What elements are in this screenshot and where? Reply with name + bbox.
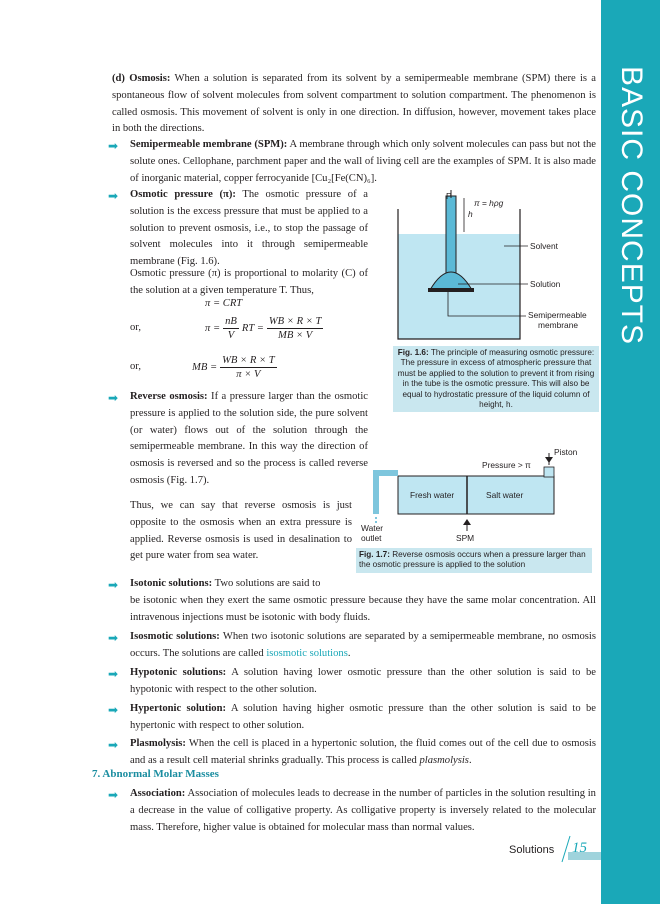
hypotonic-label: Hypotonic solutions: xyxy=(130,667,227,678)
bullet-arrow-icon: ➡ xyxy=(108,667,119,681)
piston-label: Piston xyxy=(554,447,578,457)
isosmotic-paragraph xyxy=(130,629,596,663)
osmotic-pressure-diagram xyxy=(386,184,598,344)
spm-label-1: Semipermeable xyxy=(528,310,587,320)
fresh-water-label: Fresh water xyxy=(410,490,455,500)
solvent-label: Solvent xyxy=(530,241,558,251)
plasmolysis-label: Plasmolysis: xyxy=(130,738,186,749)
isotonic-paragraph: be isotonic when they exert the same osmotic pressure because they have the same molar concentration. All intravenous injections must be isotonic with body fluids. xyxy=(130,595,596,623)
equation-mb xyxy=(192,353,277,381)
osmotic-pressure-paragraph-2: Osmotic pressure (π) is proportional to molarity (C) of the solution at a given temperature T. Thus, xyxy=(130,268,368,296)
bullet-arrow-icon: ➡ xyxy=(108,578,119,592)
pressure-label: Pressure > π xyxy=(482,460,531,470)
mb-equals: MB = xyxy=(192,361,218,373)
hypertonic-label: Hypertonic solution: xyxy=(130,703,227,714)
piston-chamber xyxy=(544,467,554,477)
hypotonic-text: A solution having lower osmotic pressure than the other solution is said to be hypotonic with respect to the other solution. xyxy=(130,667,596,695)
spm-paragraph xyxy=(130,137,596,187)
fraction-wb-pi xyxy=(220,354,277,381)
reverse-osmosis-diagram xyxy=(356,443,596,547)
fraction-denominator: π × V xyxy=(236,368,261,380)
bullet-arrow-icon: ➡ xyxy=(108,189,119,203)
spm-label-2: membrane xyxy=(538,320,579,330)
salt-water-label: Salt water xyxy=(486,490,524,500)
fraction-numerator: nB xyxy=(225,315,237,327)
p-label: P xyxy=(446,191,452,201)
association-paragraph xyxy=(130,786,596,836)
isotonic-paragraph-start xyxy=(130,576,352,593)
footer-slash xyxy=(560,834,572,864)
footer-chapter: Solutions xyxy=(509,844,555,856)
plasmolysis-text: When the cell is placed in a hypertonic solution, the fluid comes out of the cell due to osmosis and as a result cell material shrinks gradually. This process is called xyxy=(130,738,596,766)
osmosis-text: When a solution is separated from its solvent by a semipermeable membrane (SPM) there is a spontaneous flow of solvent molecules from solvent compartment to solution compartment. The phenomenon is called osmosis. This movement of solvent is only in one direction. In diffusion, however, movement takes place in both the directions. xyxy=(112,73,596,135)
water-outlet-label-2: outlet xyxy=(361,533,382,543)
fig17-caption-label: Fig. 1.7: xyxy=(359,550,390,559)
or-label: or, xyxy=(130,361,142,372)
fraction-denominator: MB × V xyxy=(278,329,313,341)
osmosis-label: (d) Osmosis: xyxy=(112,73,171,84)
osmotic-pressure-paragraph xyxy=(130,187,368,271)
fig16-caption-label: Fig. 1.6: xyxy=(397,348,429,357)
spm-label: SPM xyxy=(456,533,475,543)
pi-formula-label: π = hρg xyxy=(474,198,504,208)
hypertonic-text: A solution having higher osmotic pressure than the other solution is said to be hypertonic with respect to other solution. xyxy=(130,703,596,731)
side-banner-title: BASIC CONCEPTS xyxy=(615,66,648,346)
reverse-osmosis-paragraph-2: Thus, we can say that reverse osmosis is just opposite to the osmosis when an extra pressure is applied. Reverse osmosis is used in desalination to get pure water from sea water. xyxy=(130,500,352,562)
spm-label: Semipermeable membrane (SPM): xyxy=(130,139,288,150)
fraction-numerator: WB × R × T xyxy=(222,354,275,366)
fig17-caption-text: Reverse osmosis occurs when a pressure larger than the osmotic pressure is applied to the solution xyxy=(359,550,586,570)
fig16-caption xyxy=(393,346,599,412)
fig16-caption-text: The principle of measuring osmotic pressure: The pressure in excess of atmospheric pressure that must be applied to the solution to prevent it from rising in the tube is the osmotic pressure. This will also be equal to hydrostatic pressure of the liquid column of height, h. xyxy=(397,348,595,410)
equation-pi-nb xyxy=(205,314,323,342)
plasmolysis-paragraph xyxy=(130,736,596,770)
spm-arrow-head xyxy=(463,519,471,525)
reverse-osmosis-text: If a pressure larger than the osmotic pressure is applied to the solution side, the pure solvent (or water) flows out of the solution through the semipermeable membrane. In this way the direction of osmosis is reversed and so the process is called reverse osmosis (Fig. 1.7). xyxy=(130,391,368,486)
h-label: h xyxy=(468,209,473,219)
isotonic-label: Isotonic solutions: xyxy=(130,578,213,589)
fig17-caption xyxy=(356,548,592,573)
bullet-arrow-icon: ➡ xyxy=(108,703,119,717)
page-number: 15 xyxy=(572,840,587,856)
fraction-numerator: WB × R × T xyxy=(268,315,322,327)
isosmotic-highlight: isosmotic solutions xyxy=(266,647,348,659)
plasmolysis-italic: plasmolysis xyxy=(419,754,469,766)
isosmotic-label: Isosmotic solutions: xyxy=(130,631,220,642)
association-label: Association: xyxy=(130,788,186,799)
fraction-wb-mb xyxy=(267,315,324,342)
osmotic-pressure-label: Osmotic pressure (π): xyxy=(130,189,236,200)
solution-label: Solution xyxy=(530,279,561,289)
outlet-pipe xyxy=(376,473,398,514)
reverse-osmosis-label: Reverse osmosis: xyxy=(130,391,208,402)
spm-text: A membrane through which only solvent molecules can pass but not the solute ones. Cellophane, parchment paper and the wall of living cell are the examples of SPM. It is also made of inorganic material, copper ferrocyanide [Cu₂[Fe(CN)₆]. xyxy=(130,139,596,184)
or-label: or, xyxy=(130,322,142,333)
fraction-denominator: V xyxy=(227,329,235,341)
equation-pi-crt: π = CRT xyxy=(205,298,243,309)
isosmotic-text: When two isotonic solutions are separated by a semipermeable membrane, no osmosis occurs. The solutions are called xyxy=(130,631,596,659)
bullet-arrow-icon: ➡ xyxy=(108,391,119,405)
isotonic-text-1: Two solutions are said to xyxy=(214,578,321,589)
bullet-arrow-icon: ➡ xyxy=(108,139,119,153)
association-text: Association of molecules leads to decrease in the number of particles in the solution resulting in a decrease in the value of colligative property. As colligative property is inversely related to the molecular mass. Therefore, higher value is obtained for molecular mass than normal values. xyxy=(130,788,596,833)
bullet-arrow-icon: ➡ xyxy=(108,738,119,752)
pi-equals: π = xyxy=(205,322,221,334)
water-outlet-label-1: Water xyxy=(361,523,384,533)
hypotonic-paragraph xyxy=(130,665,596,699)
membrane-line xyxy=(428,288,474,292)
piston-arrow-head xyxy=(545,457,553,463)
osmotic-pressure-text: The osmotic pressure of a solution is the excess pressure that must be applied to a solution to prevent osmosis, i.e., to stop the passage of solvent molecules into it through semipermeable membrane (Fig. 1.6). xyxy=(130,189,368,268)
hypertonic-paragraph xyxy=(130,701,596,735)
osmosis-paragraph xyxy=(112,71,596,138)
bullet-arrow-icon: ➡ xyxy=(108,631,119,645)
plasmolysis-end: . xyxy=(468,754,472,766)
bullet-arrow-icon: ➡ xyxy=(108,788,119,802)
section-heading: 7. Abnormal Molar Masses xyxy=(92,768,219,780)
isosmotic-end: . xyxy=(347,647,351,659)
fraction-nb-v xyxy=(223,315,239,342)
rt-equals: RT = xyxy=(241,322,264,334)
tube xyxy=(446,196,456,278)
reverse-osmosis-paragraph xyxy=(130,389,368,490)
